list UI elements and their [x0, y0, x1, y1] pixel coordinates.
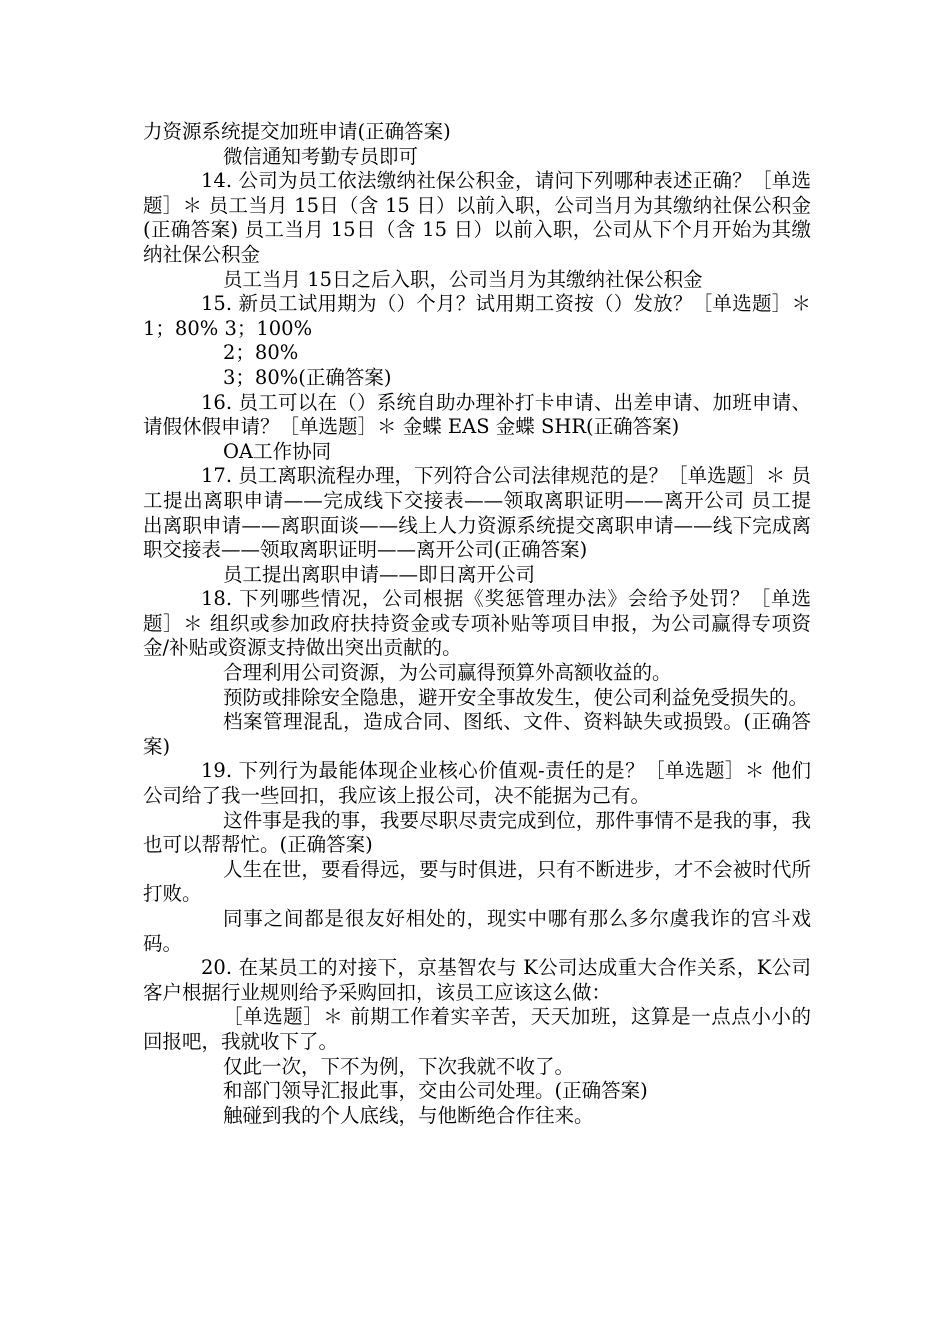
option-line: 员工提出离职申请——即日离开公司: [223, 562, 536, 586]
question-20: 20. 在某员工的对接下，京基智农与 K公司达成重大合作关系，K公司客户根据行业规则给予采购回扣，该员工应该这么做：: [143, 956, 811, 1004]
question-16: 16. 员工可以在（）系统自助办理补打卡申请、出差申请、加班申请、请假休假申请？［单选题］＊ 金蝶 EAS 金蝶 SHR(正确答案): [143, 390, 811, 439]
option-line: ［单选题］＊ 前期工作着实辛苦，天天加班，这算是一点点小小的回报吧，我就收下了。: [143, 1005, 811, 1053]
option-line: 和部门领导汇报此事，交由公司处理。(正确答案): [223, 1079, 648, 1103]
option-line: 触碰到我的个人底线，与他断绝合作往来。: [223, 1103, 594, 1127]
option-line: 这件事是我的事，我要尽职尽责完成到位，那件事情不是我的事，我也可以帮帮忙。(正确答案): [143, 808, 811, 857]
option-line: 合理利用公司资源，为公司赢得预算外高额收益的。: [223, 661, 672, 685]
option-line: 同事之间都是很友好相处的，现实中哪有那么多尔虞我诈的宫斗戏码。: [143, 907, 811, 955]
option-line: 人生在世，要看得远，要与时俱进，只有不断进步，才不会被时代所打败。: [143, 857, 811, 906]
option-line: 预防或排除安全隐患，避开安全事故发生，使公司利益免受损失的。: [223, 685, 809, 709]
question-19: 19. 下列行为最能体现企业核心价值观-责任的是？［单选题］＊ 他们公司给了我一些回扣，我应该上报公司，决不能据为己有。: [143, 759, 811, 808]
question-14: 14. 公司为员工依法缴纳社保公积金，请问下列哪种表述正确？［单选题］＊ 员工当月 15日（含 15 日）以前入职，公司当月为其缴纳社保公积金(正确答案) 员工当月 15日（含 15 日）以前入职，公司从下个月开始为其缴纳社保公积金: [143, 169, 811, 266]
option-line: 2；80%: [223, 341, 299, 365]
option-line: 仅此一次，下不为例，下次我就不收了。: [223, 1054, 575, 1078]
question-15: 15. 新员工试用期为（）个月？试用期工资按（）发放？［单选题］＊ 1；80% 3；100%: [143, 292, 811, 340]
paragraph-continuation: 力资源系统提交加班申请(正确答案): [143, 120, 451, 143]
question-17: 17. 员工离职流程办理，下列符合公司法律规范的是？［单选题］＊ 员工提出离职申请——完成线下交接表——领取离职证明——离开公司 员工提出离职申请——离职面谈——线上人力资源系统提交离职申请——线下完成离职交接表——领取离职证明——离开公司(正确答案): [143, 464, 811, 562]
document-body: [143, 120, 811, 1128]
option-line: OA工作协同: [223, 439, 332, 463]
option-line: 微信通知考勤专员即可: [223, 144, 419, 168]
option-line: 员工当月 15日之后入职，公司当月为其缴纳社保公积金: [223, 267, 703, 291]
option-line: 3；80%(正确答案): [223, 365, 392, 389]
question-18: 18. 下列哪些情况，公司根据《奖惩管理办法》会给予处罚？［单选题］＊ 组织或参加政府扶持资金或专项补贴等项目申报，为公司赢得专项资金/补贴或资源支持做出突出贡献的。: [143, 587, 811, 660]
option-line: 档案管理混乱，造成合同、图纸、文件、资料缺失或损毁。(正确答案): [143, 710, 811, 758]
